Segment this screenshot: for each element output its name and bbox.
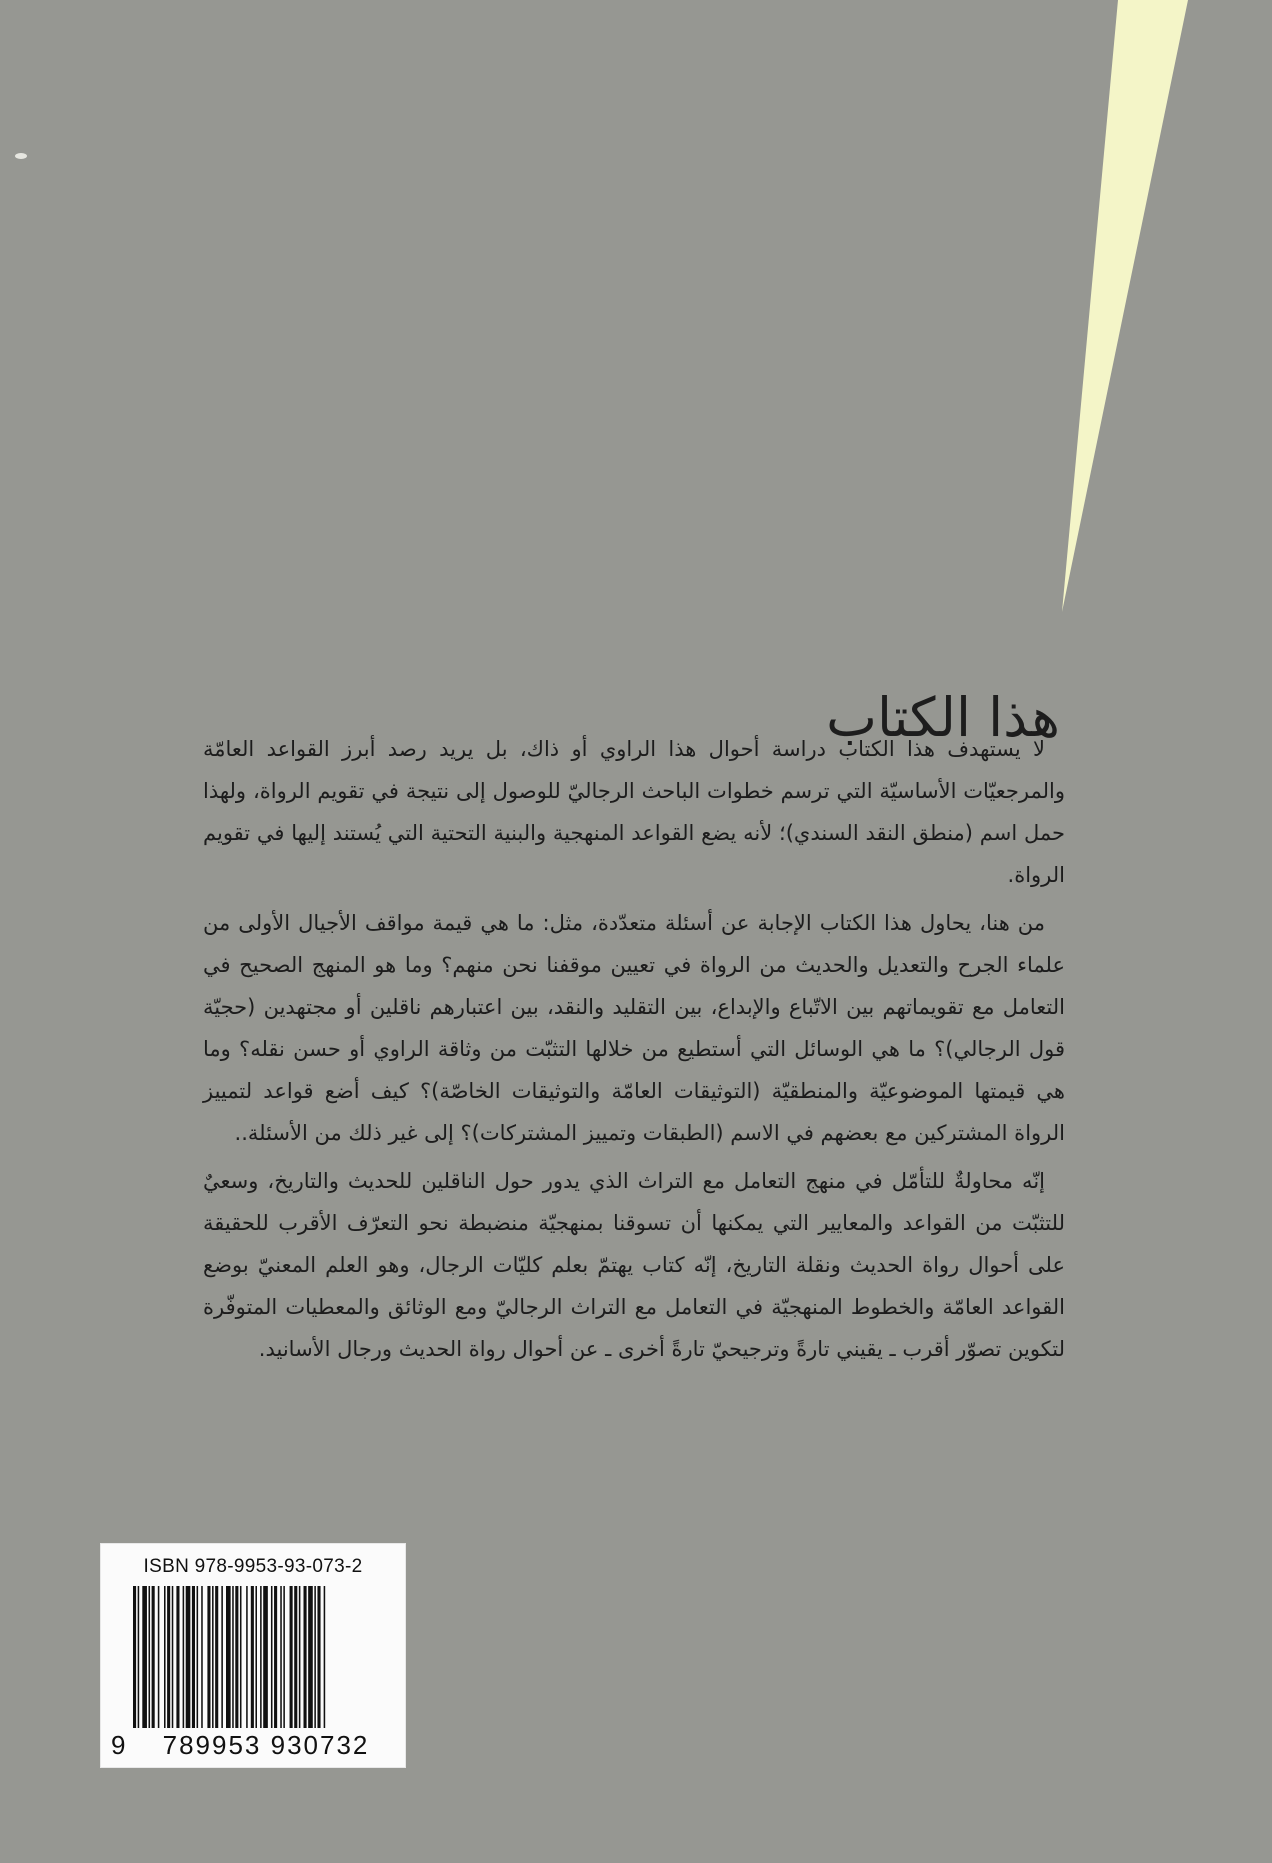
barcode-bar [232, 1586, 234, 1728]
barcode-bar [299, 1586, 301, 1728]
barcode-bar [201, 1586, 203, 1728]
scuff-mark [14, 152, 28, 160]
barcode-bar [271, 1586, 273, 1728]
isbn-label: ISBN 978-9953-93-073-2 [143, 1556, 363, 1577]
barcode-bar [167, 1586, 170, 1728]
section-heading: هذا الكتاب [826, 686, 1060, 750]
barcode-bar [183, 1586, 185, 1728]
barcode-bar [142, 1586, 147, 1728]
barcode-bar [164, 1586, 166, 1728]
barcode-bar [274, 1586, 277, 1728]
barcode-bar [240, 1586, 242, 1728]
barcode-bar [246, 1586, 248, 1728]
barcode-bar [280, 1586, 282, 1728]
barcode-bar [207, 1586, 210, 1728]
barcode-bar [138, 1586, 140, 1728]
barcode-bar [260, 1586, 262, 1728]
barcode-bar [324, 1586, 326, 1728]
blurb-text [203, 728, 1065, 1370]
barcode-bar [283, 1586, 285, 1728]
barcode-bar [317, 1586, 320, 1728]
barcode-bar [186, 1586, 191, 1728]
barcode-bar [158, 1586, 160, 1728]
barcode-bar [221, 1586, 223, 1728]
barcode-bar [212, 1586, 214, 1728]
barcode-digit-string: 789953 930732 [141, 1730, 391, 1761]
light-beam-shape [1062, 0, 1188, 612]
barcode-bar [255, 1586, 257, 1728]
barcode-bar [149, 1586, 151, 1728]
barcode-bar [192, 1586, 195, 1728]
barcode-bar [152, 1586, 155, 1728]
barcode-bar [133, 1586, 136, 1728]
barcode-bar [294, 1586, 297, 1728]
barcode-bar [290, 1586, 293, 1728]
barcode-first-digit: 9 [111, 1730, 126, 1760]
barcode-bars [133, 1586, 383, 1728]
barcode-bar [304, 1586, 307, 1728]
barcode-bar [251, 1586, 254, 1728]
barcode-bar [197, 1586, 199, 1728]
blurb-paragraph-2: من هنا، يحاول هذا الكتاب الإجابة عن أسئلة متعدّدة، مثل: ما هي قيمة مواقف الأجيال الأولى من علماء الجرح والتعديل والحديث من الرواة في تعيين موقفنا نحن منهم؟ وما هو المنهج الصحيح في التعامل مع تقويماتهم بين الاتّباع والإبداع، بين التقليد والنقد، بين اعتبارهم ناقلين أو مجتهدين (حجيّة قول الرجالي)؟ ما هي الوسائل التي أستطيع من خلالها التثبّت من وثاقة الراوي أو حسن نقله؟ وما هي قيمتها الموضوعيّة والمنطقيّة (التوثيقات العامّة والتوثيقات الخاصّة)؟ كيف أضع قواعد لتمييز الرواة المشتركين مع بعضهم في الاسم (الطبقات وتمييز المشتركات)؟ إلى غير ذلك من الأسئلة.. [203, 911, 1065, 1145]
barcode-bar [235, 1586, 238, 1728]
blurb-paragraph-3: إنّه محاولةٌ للتأمّل في منهج التعامل مع التراث الذي يدور حول الناقلين للحديث والتاريخ، وسعيٌ للتثبّت من القواعد والمعايير التي يمكنها أن تسوقنا بمنهجيّة منضبطة نحو التعرّف الأقرب للحقيقة على أحوال رواة الحديث ونقلة التاريخ، إنّه كتاب يهتمّ بعلم كليّات الرجال، وهو العلم المعنيّ بوضع القواعد العامّة والخطوط المنهجيّة في التعامل مع التراث الرجاليّ ومع الوثائق والمعطيات المتوفّرة لتكوين تصوّر أقرب ـ يقيني تارةً وترجيحيّ تارةً أخرى ـ عن أحوال رواة الحديث ورجال الأسانيد. [203, 1169, 1065, 1361]
barcode-bar [314, 1586, 316, 1728]
barcode-bar [172, 1586, 174, 1728]
blurb-paragraph-1: لا يستهدف هذا الكتاب دراسة أحوال هذا الراوي أو ذاك، بل يريد رصد أبرز القواعد العامّة والمرجعيّات الأساسيّة التي ترسم خطوات الباحث الرجاليّ للوصول إلى نتيجة في تقويم الرواة، ولهذا حمل اسم (منطق النقد السندي)؛ لأنه يضع القواعد المنهجية والبنية التحتية التي يُستند إليها في تقويم الرواة. [203, 737, 1065, 887]
barcode-bar [263, 1586, 268, 1728]
barcode-bar [308, 1586, 313, 1728]
barcode-bar [215, 1586, 218, 1728]
barcode-digits [101, 1730, 405, 1760]
isbn-barcode [100, 1543, 406, 1768]
barcode-bar [226, 1586, 231, 1728]
barcode-bar [176, 1586, 179, 1728]
